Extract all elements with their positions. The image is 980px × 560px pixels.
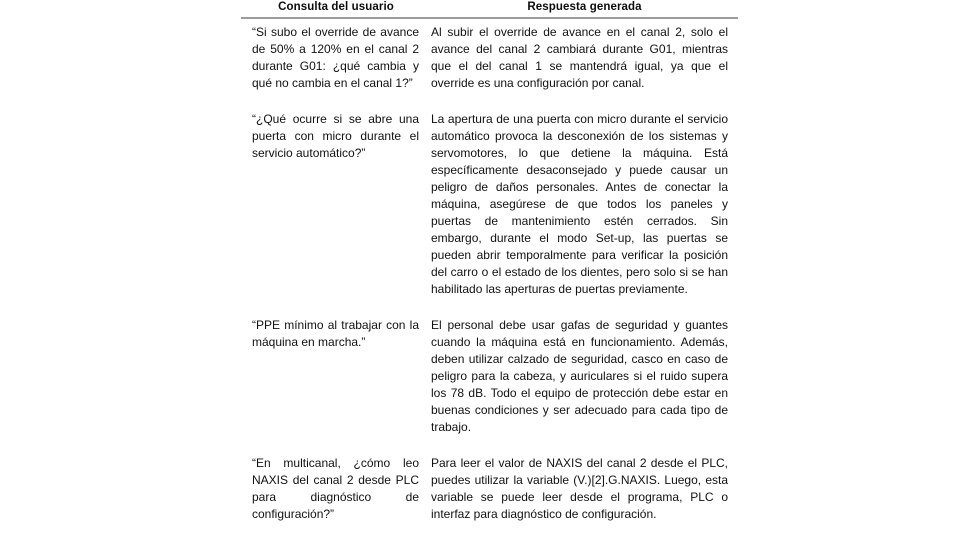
table-header-row <box>241 0 738 18</box>
answer-text: Al subir el override de avance en el canal 2, solo el avance del canal 2 cambiará durante G01, mientras que el del canal 1 se mantendrá igual, ya que el override es una configuración por canal. <box>431 25 728 90</box>
table-cell-query <box>241 312 431 450</box>
table-cell-answer <box>431 106 738 312</box>
query-text: “¿Qué ocurre si se abre una puerta con micro durante el servicio automático?” <box>252 112 419 160</box>
query-text: “En multicanal, ¿cómo leo NAXIS del canal 2 desde PLC para diagnóstico de configuración?” <box>252 456 419 521</box>
column-header-answer: Respuesta generada <box>527 1 642 13</box>
table-row <box>241 312 738 450</box>
table-cell-query <box>241 18 431 106</box>
table-body <box>241 18 738 523</box>
query-text: “Si subo el override de avance de 50% a 120% en el canal 2 durante G01: ¿qué cambia y qué no cambia en el canal 1?” <box>252 25 419 90</box>
table-cell-answer <box>431 18 738 106</box>
table-row <box>241 18 738 106</box>
table-row <box>241 450 738 523</box>
table-cell-answer <box>431 312 738 450</box>
table-cell-query <box>241 106 431 312</box>
query-text: “PPE mínimo al trabajar con la máquina en marcha.” <box>252 318 419 349</box>
answer-text: La apertura de una puerta con micro durante el servicio automático provoca la desconexión de los sistemas y servomotores, lo que detiene la máquina. Está específicamente desaconsejado y puede causar un peligro de daños personales. Antes de conectar la máquina, asegúrese de que todos los paneles y puertas de mantenimiento estén cerrados. Sin embargo, durante el modo Set-up, las puertas se pueden abrir temporalmente para verificar la posición del carro o el estado de los dientes, pero solo si se han habilitado las aperturas de puertas previamente. <box>431 112 728 296</box>
answer-text: El personal debe usar gafas de seguridad y guantes cuando la máquina está en funcionamiento. Además, deben utilizar calzado de seguridad, casco en caso de peligro para la cabeza, y auriculares si el ruido supera los 78 dB. Todo el equipo de protección debe estar en buenas condiciones y ser adecuado para cada tipo de trabajo. <box>431 318 728 434</box>
column-header-query: Consulta del usuario <box>278 1 394 13</box>
table-cell-query <box>241 450 431 523</box>
qa-table <box>241 0 738 523</box>
table-row <box>241 106 738 312</box>
answer-text: Para leer el valor de NAXIS del canal 2 desde el PLC, puedes utilizar la variable (V.)[2].G.NAXIS. Luego, esta variable se puede leer desde el programa, PLC o interfaz para diagnóstico de configuración. <box>431 456 728 521</box>
table-header <box>241 0 738 18</box>
table-cell-answer <box>431 450 738 523</box>
